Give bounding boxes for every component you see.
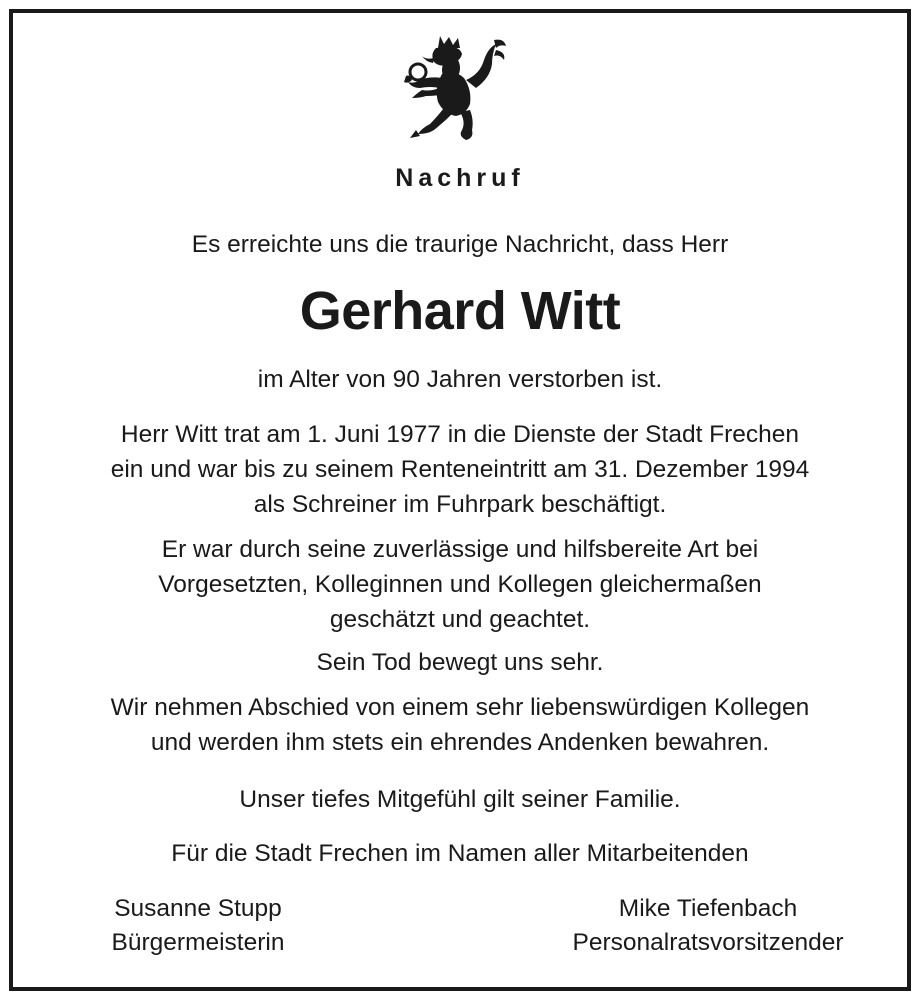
signatory-role: Personalratsvorsitzender bbox=[572, 929, 844, 956]
grief-line: Sein Tod bewegt uns sehr. bbox=[316, 649, 604, 676]
character-line: Vorgesetzten, Kolleginnen und Kollegen gleichermaßen bbox=[158, 571, 762, 598]
signatory-right bbox=[538, 892, 878, 960]
age-line: im Alter von 90 Jahren verstorben ist. bbox=[257, 366, 663, 393]
deceased-name: Gerhard Witt bbox=[299, 281, 621, 341]
farewell-line: Wir nehmen Abschied von einem sehr liebenswürdigen Kollegen bbox=[110, 694, 810, 721]
career-line: als Schreiner im Fuhrpark beschäftigt. bbox=[253, 491, 667, 518]
sympathy-line: Unser tiefes Mitgefühl gilt seiner Familie. bbox=[239, 786, 681, 813]
heraldic-lion-icon bbox=[400, 34, 510, 144]
on-behalf-line: Für die Stadt Frechen im Namen aller Mitarbeitenden bbox=[171, 840, 749, 867]
signatory-left bbox=[58, 892, 338, 960]
signatory-name: Mike Tiefenbach bbox=[618, 895, 798, 922]
intro-line: Es erreichte uns die traurige Nachricht, dass Herr bbox=[191, 231, 729, 258]
career-line: ein und war bis zu seinem Renteneintritt am 31. Dezember 1994 bbox=[110, 456, 810, 483]
signatory-role: Bürgermeisterin bbox=[111, 929, 285, 956]
career-line: Herr Witt trat am 1. Juni 1977 in die Dienste der Stadt Frechen bbox=[120, 421, 800, 448]
farewell-line: und werden ihm stets ein ehrendes Andenken bewahren. bbox=[150, 729, 770, 756]
signatory-name: Susanne Stupp bbox=[114, 895, 282, 922]
character-line: Er war durch seine zuverlässige und hilfsbereite Art bei bbox=[161, 536, 759, 563]
character-line: geschätzt und geachtet. bbox=[329, 606, 591, 633]
notice-heading: Nachruf bbox=[395, 164, 525, 192]
